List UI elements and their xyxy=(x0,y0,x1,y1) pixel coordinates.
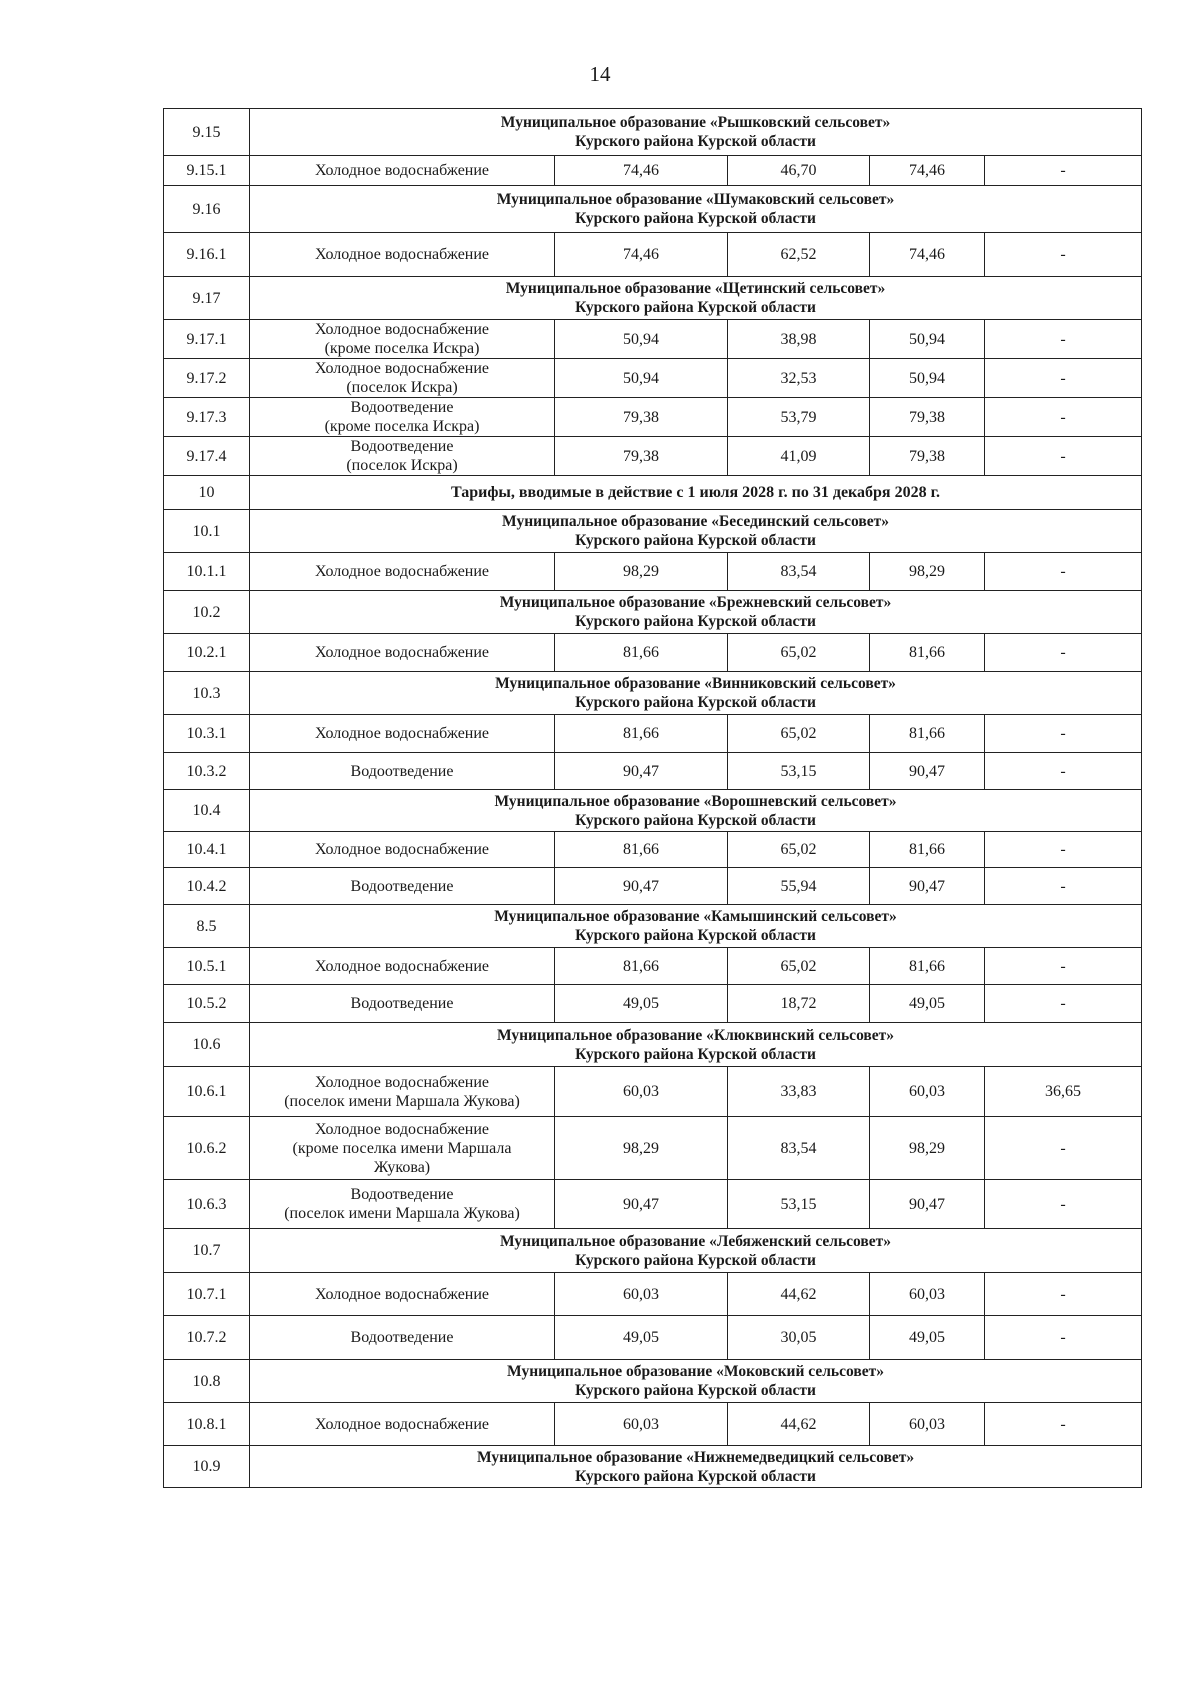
tariff-value-v1: 74,46 xyxy=(555,233,728,277)
row-number: 10.4 xyxy=(164,790,250,832)
tariff-table-body xyxy=(164,109,1142,1488)
title-line: Курского района Курской области xyxy=(575,532,816,549)
title-line: Курского района Курской области xyxy=(575,1251,816,1269)
row-number: 10.7.2 xyxy=(164,1316,250,1360)
table-row xyxy=(164,156,1142,186)
title-line: Курского района Курской области xyxy=(575,299,816,316)
tariff-value-v3: 98,29 xyxy=(870,1117,985,1180)
municipality-header-row xyxy=(164,1229,1142,1273)
service-name-line: (поселок Искра) xyxy=(346,457,458,474)
tariff-value-v2: 32,53 xyxy=(728,359,870,398)
tariff-value-v1: 98,29 xyxy=(555,553,728,591)
municipality-title xyxy=(250,277,1142,320)
service-name xyxy=(250,1117,555,1180)
service-name-line: Водоотведение xyxy=(350,877,454,895)
tariff-value-v1: 50,94 xyxy=(555,359,728,398)
tariff-value-v4: - xyxy=(985,868,1142,905)
service-name-line: Водоотведение xyxy=(350,399,454,416)
service-name xyxy=(250,753,555,790)
service-name-line: Холодное водоснабжение xyxy=(314,1415,490,1433)
tariff-value-v3: 49,05 xyxy=(870,985,985,1023)
tariff-value-v1: 60,03 xyxy=(555,1403,728,1446)
service-name xyxy=(250,553,555,591)
municipality-title xyxy=(250,790,1142,832)
tariff-value-v2: 41,09 xyxy=(728,437,870,476)
service-name-line: Водоотведение xyxy=(350,1329,454,1346)
title-line: Муниципальное образование «Моковский сельсовет» xyxy=(507,1363,884,1380)
municipality-header-row xyxy=(164,109,1142,156)
table-row xyxy=(164,715,1142,753)
municipality-header-row xyxy=(164,1446,1142,1488)
tariff-value-v2: 53,15 xyxy=(728,1180,870,1229)
municipality-title xyxy=(250,1229,1142,1273)
row-number: 9.17 xyxy=(164,277,250,320)
service-name xyxy=(250,398,555,437)
row-number: 10.1.1 xyxy=(164,553,250,591)
municipality-title xyxy=(250,905,1142,948)
row-number: 10.7 xyxy=(164,1229,250,1273)
table-row xyxy=(164,985,1142,1023)
municipality-title xyxy=(250,510,1142,553)
row-number: 10.2 xyxy=(164,591,250,634)
title-line: Муниципальное образование «Брежневский сельсовет» xyxy=(499,594,892,611)
tariff-value-v1: 74,46 xyxy=(555,156,728,186)
title-line: Курского района Курской области xyxy=(575,613,816,630)
table-row xyxy=(164,437,1142,476)
tariff-value-v4: - xyxy=(985,437,1142,476)
table-row xyxy=(164,553,1142,591)
title-line: Муниципальное образование «Щетинский сельсовет» xyxy=(505,280,886,297)
service-name xyxy=(250,1316,555,1360)
tariff-value-v4: - xyxy=(985,320,1142,359)
tariff-value-v3: 50,94 xyxy=(870,320,985,359)
title-line: Курского района Курской области xyxy=(575,210,816,227)
service-name-line: (кроме поселка Искра) xyxy=(324,340,480,357)
service-name-line: Холодное водоснабжение xyxy=(314,841,490,858)
tariff-value-v2: 44,62 xyxy=(728,1403,870,1446)
tariff-value-v3: 81,66 xyxy=(870,634,985,672)
service-name xyxy=(250,715,555,753)
table-row xyxy=(164,1273,1142,1316)
table-row xyxy=(164,1403,1142,1446)
tariff-value-v3: 81,66 xyxy=(870,948,985,985)
tariff-value-v1: 49,05 xyxy=(555,1316,728,1360)
tariff-value-v1: 81,66 xyxy=(555,832,728,868)
municipality-title xyxy=(250,591,1142,634)
title-line: Муниципальное образование «Винниковский сельсовет» xyxy=(495,675,896,692)
service-name xyxy=(250,634,555,672)
tariff-value-v1: 98,29 xyxy=(555,1117,728,1180)
tariff-value-v2: 53,79 xyxy=(728,398,870,437)
tariff-value-v3: 60,03 xyxy=(870,1067,985,1117)
title-line: Муниципальное образование «Лебяженский сельсовет» xyxy=(499,1232,892,1250)
service-name-line: Холодное водоснабжение xyxy=(314,1073,490,1091)
service-name xyxy=(250,1403,555,1446)
tariff-value-v3: 60,03 xyxy=(870,1273,985,1316)
municipality-header-row xyxy=(164,591,1142,634)
row-number: 10.6.3 xyxy=(164,1180,250,1229)
row-number: 9.17.1 xyxy=(164,320,250,359)
tariff-value-v4: - xyxy=(985,553,1142,591)
service-name xyxy=(250,320,555,359)
tariff-value-v3: 98,29 xyxy=(870,553,985,591)
row-number: 10.3.2 xyxy=(164,753,250,790)
service-name-line: Холодное водоснабжение xyxy=(314,321,490,338)
title-line: Муниципальное образование «Бесединский сельсовет» xyxy=(502,513,889,530)
row-number: 9.16 xyxy=(164,186,250,233)
tariff-value-v3: 90,47 xyxy=(870,1180,985,1229)
title-line: Курского района Курской области xyxy=(575,1045,816,1063)
service-name-line: (поселок имени Маршала Жукова) xyxy=(284,1205,520,1222)
row-number: 10.3 xyxy=(164,672,250,715)
municipality-title xyxy=(250,1446,1142,1488)
tariff-value-v1: 60,03 xyxy=(555,1067,728,1117)
page-number: 14 xyxy=(589,62,611,86)
row-number: 9.16.1 xyxy=(164,233,250,277)
tariff-value-v2: 30,05 xyxy=(728,1316,870,1360)
tariff-value-v3: 60,03 xyxy=(870,1403,985,1446)
row-number: 10.7.1 xyxy=(164,1273,250,1316)
row-number: 10.8 xyxy=(164,1360,250,1403)
table-row xyxy=(164,832,1142,868)
tariff-value-v3: 90,47 xyxy=(870,868,985,905)
service-name-line: Холодное водоснабжение xyxy=(314,957,490,975)
row-number: 10 xyxy=(164,476,250,510)
service-name xyxy=(250,1273,555,1316)
tariff-value-v3: 50,94 xyxy=(870,359,985,398)
tariff-value-v3: 90,47 xyxy=(870,753,985,790)
tariff-value-v1: 50,94 xyxy=(555,320,728,359)
title-line: Курского района Курской области xyxy=(575,1467,816,1485)
tariff-value-v1: 49,05 xyxy=(555,985,728,1023)
tariff-value-v4: - xyxy=(985,948,1142,985)
title-line: Тарифы, вводимые в действие с 1 июля 2028 г. по 31 декабря 2028 г. xyxy=(450,484,941,501)
tariff-value-v1: 81,66 xyxy=(555,948,728,985)
tariff-value-v2: 33,83 xyxy=(728,1067,870,1117)
tariff-value-v4: - xyxy=(985,156,1142,186)
table-row xyxy=(164,359,1142,398)
service-name-line: Холодное водоснабжение xyxy=(314,162,490,179)
service-name-line: Водоотведение xyxy=(350,995,454,1012)
title-line: Курского района Курской области xyxy=(575,927,816,944)
municipality-header-row xyxy=(164,672,1142,715)
service-name-line: Холодное водоснабжение xyxy=(314,360,490,377)
table-row xyxy=(164,233,1142,277)
tariff-value-v3: 74,46 xyxy=(870,156,985,186)
municipality-header-row xyxy=(164,510,1142,553)
table-row xyxy=(164,1180,1142,1229)
tariff-table xyxy=(163,108,1142,1488)
tariff-value-v4: - xyxy=(985,715,1142,753)
service-name xyxy=(250,868,555,905)
municipality-header-row xyxy=(164,186,1142,233)
tariff-value-v4: 36,65 xyxy=(985,1067,1142,1117)
title-line: Муниципальное образование «Камышинский сельсовет» xyxy=(494,908,897,925)
row-number: 10.2.1 xyxy=(164,634,250,672)
table-row xyxy=(164,753,1142,790)
service-name xyxy=(250,359,555,398)
tariff-value-v1: 90,47 xyxy=(555,868,728,905)
tariff-value-v4: - xyxy=(985,1117,1142,1180)
period-header-row xyxy=(164,476,1142,510)
row-number: 9.17.3 xyxy=(164,398,250,437)
row-number: 9.17.2 xyxy=(164,359,250,398)
tariff-value-v2: 62,52 xyxy=(728,233,870,277)
title-line: Муниципальное образование «Ворошневский сельсовет» xyxy=(494,792,897,810)
tariff-value-v2: 53,15 xyxy=(728,753,870,790)
title-line: Курского района Курской области xyxy=(575,694,816,711)
service-name-line: (кроме поселка имени Маршала xyxy=(292,1139,512,1157)
row-number: 10.1 xyxy=(164,510,250,553)
tariff-value-v3: 79,38 xyxy=(870,398,985,437)
tariff-value-v1: 79,38 xyxy=(555,437,728,476)
title-line: Курского района Курской области xyxy=(575,811,816,829)
tariff-value-v1: 60,03 xyxy=(555,1273,728,1316)
row-number: 10.3.1 xyxy=(164,715,250,753)
service-name xyxy=(250,437,555,476)
tariff-value-v3: 81,66 xyxy=(870,715,985,753)
service-name-line: Водоотведение xyxy=(350,1186,454,1203)
service-name xyxy=(250,156,555,186)
period-title xyxy=(250,476,1142,510)
title-line: Курского района Курской области xyxy=(575,1382,816,1399)
municipality-header-row xyxy=(164,905,1142,948)
row-number: 10.5.2 xyxy=(164,985,250,1023)
tariff-value-v1: 79,38 xyxy=(555,398,728,437)
tariff-value-v2: 83,54 xyxy=(728,553,870,591)
tariff-value-v3: 49,05 xyxy=(870,1316,985,1360)
tariff-value-v4: - xyxy=(985,1316,1142,1360)
service-name-line: Холодное водоснабжение xyxy=(314,644,490,661)
row-number: 9.15 xyxy=(164,109,250,156)
municipality-header-row xyxy=(164,790,1142,832)
tariff-value-v4: - xyxy=(985,832,1142,868)
tariff-value-v2: 83,54 xyxy=(728,1117,870,1180)
row-number: 10.8.1 xyxy=(164,1403,250,1446)
service-name-line: (кроме поселка Искра) xyxy=(324,418,480,435)
title-line: Муниципальное образование «Клюквинский сельсовет» xyxy=(496,1026,895,1044)
tariff-value-v4: - xyxy=(985,985,1142,1023)
tariff-value-v4: - xyxy=(985,1403,1142,1446)
tariff-value-v4: - xyxy=(985,359,1142,398)
service-name-line: Холодное водоснабжение xyxy=(314,563,490,580)
municipality-header-row xyxy=(164,1023,1142,1067)
tariff-value-v4: - xyxy=(985,753,1142,790)
tariff-value-v2: 46,70 xyxy=(728,156,870,186)
row-number: 10.4.1 xyxy=(164,832,250,868)
service-name xyxy=(250,985,555,1023)
tariff-value-v2: 18,72 xyxy=(728,985,870,1023)
service-name-line: Холодное водоснабжение xyxy=(314,1120,490,1138)
tariff-value-v4: - xyxy=(985,634,1142,672)
municipality-title xyxy=(250,672,1142,715)
tariff-value-v2: 65,02 xyxy=(728,832,870,868)
municipality-title xyxy=(250,186,1142,233)
tariff-value-v3: 74,46 xyxy=(870,233,985,277)
service-name-line: Холодное водоснабжение xyxy=(314,246,490,263)
service-name-line: Водоотведение xyxy=(350,438,454,455)
tariff-value-v4: - xyxy=(985,1273,1142,1316)
service-name xyxy=(250,948,555,985)
row-number: 8.5 xyxy=(164,905,250,948)
municipality-title xyxy=(250,1023,1142,1067)
row-number: 10.6.2 xyxy=(164,1117,250,1180)
service-name xyxy=(250,1067,555,1117)
table-row xyxy=(164,868,1142,905)
tariff-value-v4: - xyxy=(985,1180,1142,1229)
tariff-value-v3: 81,66 xyxy=(870,832,985,868)
table-row xyxy=(164,1316,1142,1360)
service-name-line: (поселок имени Маршала Жукова) xyxy=(284,1092,520,1110)
service-name xyxy=(250,832,555,868)
tariff-value-v1: 90,47 xyxy=(555,753,728,790)
table-row xyxy=(164,320,1142,359)
municipality-title xyxy=(250,109,1142,156)
title-line: Курского района Курской области xyxy=(575,133,816,150)
tariff-value-v2: 55,94 xyxy=(728,868,870,905)
row-number: 9.17.4 xyxy=(164,437,250,476)
table-row xyxy=(164,948,1142,985)
municipality-title xyxy=(250,1360,1142,1403)
tariff-value-v4: - xyxy=(985,398,1142,437)
tariff-value-v2: 65,02 xyxy=(728,948,870,985)
table-row xyxy=(164,634,1142,672)
tariff-value-v1: 90,47 xyxy=(555,1180,728,1229)
table-row xyxy=(164,1117,1142,1180)
row-number: 10.6 xyxy=(164,1023,250,1067)
service-name xyxy=(250,1180,555,1229)
title-line: Муниципальное образование «Нижнемедведицкий сельсовет» xyxy=(476,1448,915,1466)
service-name-line: Холодное водоснабжение xyxy=(314,1285,490,1303)
tariff-value-v2: 65,02 xyxy=(728,715,870,753)
table-row xyxy=(164,1067,1142,1117)
service-name-line: Жукова) xyxy=(373,1158,431,1176)
row-number: 10.4.2 xyxy=(164,868,250,905)
tariff-value-v3: 79,38 xyxy=(870,437,985,476)
tariff-value-v4: - xyxy=(985,233,1142,277)
service-name xyxy=(250,233,555,277)
row-number: 10.9 xyxy=(164,1446,250,1488)
municipality-header-row xyxy=(164,277,1142,320)
row-number: 9.15.1 xyxy=(164,156,250,186)
tariff-value-v2: 44,62 xyxy=(728,1273,870,1316)
tariff-value-v1: 81,66 xyxy=(555,715,728,753)
table-row xyxy=(164,398,1142,437)
title-line: Муниципальное образование «Шумаковский сельсовет» xyxy=(496,191,895,208)
service-name-line: Водоотведение xyxy=(350,762,454,780)
title-line: Муниципальное образование «Рышковский сельсовет» xyxy=(500,114,891,131)
tariff-value-v1: 81,66 xyxy=(555,634,728,672)
service-name-line: Холодное водоснабжение xyxy=(314,725,490,742)
tariff-value-v2: 38,98 xyxy=(728,320,870,359)
tariff-value-v2: 65,02 xyxy=(728,634,870,672)
municipality-header-row xyxy=(164,1360,1142,1403)
row-number: 10.5.1 xyxy=(164,948,250,985)
row-number: 10.6.1 xyxy=(164,1067,250,1117)
service-name-line: (поселок Искра) xyxy=(346,379,458,396)
